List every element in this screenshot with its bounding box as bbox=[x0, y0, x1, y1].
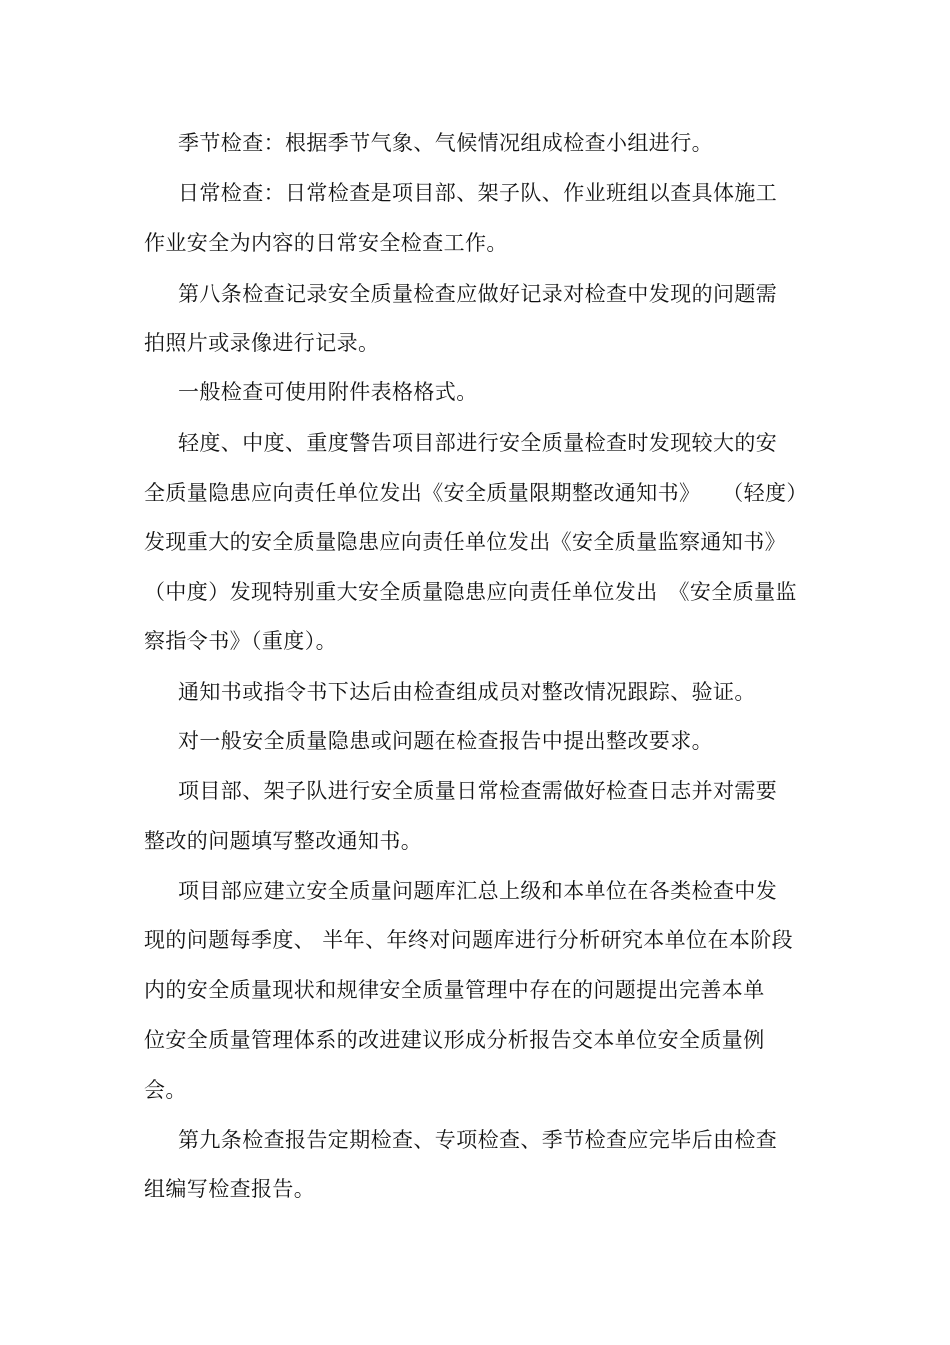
text-line: 会。 bbox=[144, 1078, 187, 1102]
text-line: 项目部应建立安全质量问题库汇总上级和本单位在各类检查中发 bbox=[178, 879, 778, 903]
text-line: 位安全质量管理体系的改进建议形成分析报告交本单位安全质量例 bbox=[144, 1028, 765, 1052]
text-line: 发现重大的安全质量隐患应向责任单位发出《安全质量监察通知书》 bbox=[144, 530, 786, 554]
text-line: 拍照片或录像进行记录。 bbox=[144, 331, 380, 355]
text-line: 季节检查：根据季节气象、气候情况组成检查小组进行。 bbox=[178, 131, 713, 155]
text-line: 内的安全质量现状和规律安全质量管理中存在的问题提出完善本单 bbox=[144, 978, 765, 1002]
text-line: 第九条检查报告定期检查、专项检查、季节检查应完毕后由检查 bbox=[178, 1128, 778, 1152]
text-line: 察指令书》（重度）。 bbox=[144, 629, 337, 653]
text-line: 通知书或指令书下达后由检查组成员对整改情况跟踪、验证。 bbox=[178, 680, 756, 704]
text-line: 全质量隐患应向责任单位发出《安全质量限期整改通知书》 （轻度） bbox=[144, 481, 808, 505]
text-line: 轻度、中度、重度警告项目部进行安全质量检查时发现较大的安 bbox=[178, 431, 778, 455]
text-line: 一般检查可使用附件表格格式。 bbox=[178, 380, 478, 404]
text-line: 现的问题每季度、 半年、年终对问题库进行分析研究本单位在本阶段 bbox=[144, 928, 794, 952]
text-line: 日常检查：日常检查是项目部、架子队、作业班组以查具体施工 bbox=[178, 181, 778, 205]
text-line: 组编写检查报告。 bbox=[144, 1177, 316, 1201]
text-line: 作业安全为内容的日常安全检查工作。 bbox=[144, 231, 508, 255]
text-line: 项目部、架子队进行安全质量日常检查需做好检查日志并对需要 bbox=[178, 779, 778, 803]
text-line: 整改的问题填写整改通知书。 bbox=[144, 829, 423, 853]
text-line: （中度）发现特别重大安全质量隐患应向责任单位发出 《安全质量监 bbox=[144, 580, 797, 604]
text-line: 对一般安全质量隐患或问题在检查报告中提出整改要求。 bbox=[178, 729, 713, 753]
text-line: 第八条检查记录安全质量检查应做好记录对检查中发现的问题需 bbox=[178, 282, 778, 306]
